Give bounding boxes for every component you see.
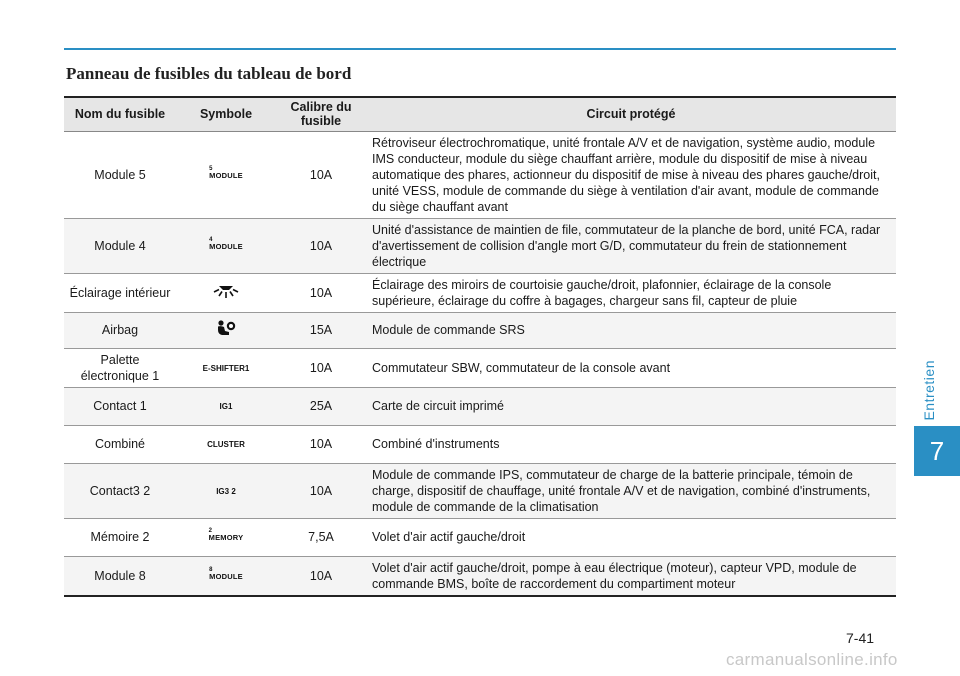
fuse-symbol (176, 425, 276, 463)
table-header-row (64, 97, 896, 131)
fuse-circuit: Module de commande SRS (366, 312, 896, 348)
fuse-name: Palette électronique 1 (64, 348, 176, 387)
fuse-name: Contact3 2 (64, 463, 176, 518)
fuse-rating: 10A (276, 218, 366, 273)
fuse-rating: 10A (276, 273, 366, 312)
fuse-rating: 25A (276, 387, 366, 425)
fuse-symbol (176, 312, 276, 348)
fuse-rating: 7,5A (276, 518, 366, 556)
fuse-rating: 10A (276, 463, 366, 518)
fuse-name: Contact 1 (64, 387, 176, 425)
fuse-rating: 10A (276, 131, 366, 218)
fuse-name: Module 4 (64, 218, 176, 273)
fuse-circuit: Volet d'air actif gauche/droit, pompe à eau électrique (moteur), capteur VPD, module de commande BMS, boîte de raccordement du compartiment moteur (366, 556, 896, 596)
table-row (64, 131, 896, 218)
header-circuit: Circuit protégé (366, 97, 896, 131)
fuse-name: Mémoire 2 (64, 518, 176, 556)
fuse-circuit: Module de commande IPS, commutateur de charge de la batterie principale, témoin de charge, dispositif de chauffage, unité frontale A/V et de navigation, combiné d'instruments, module de commande de la climatisation (366, 463, 896, 518)
chapter-label: Entretien (921, 360, 937, 421)
fuse-table (64, 96, 896, 597)
table-row (64, 556, 896, 596)
fuse-name: Combiné (64, 425, 176, 463)
fuse-rating: 10A (276, 348, 366, 387)
fuse-circuit: Rétroviseur électrochromatique, unité frontale A/V et de navigation, système audio, module IMS conducteur, module du siège chauffant arrière, module du dispositif de mise à niveau automatique des phares, actionneur du dispositif de mise à niveau des phares gauche/droit, unité VESS, module de commande du siège à ventilation d'air avant, module de commande du siège chauffant avant (366, 131, 896, 218)
fuse-name: Module 8 (64, 556, 176, 596)
fuse-rating: 10A (276, 556, 366, 596)
symbol-memory: 2 MEMORY (208, 528, 244, 542)
interior-light-icon (211, 288, 241, 302)
page-title: Panneau de fusibles du tableau de bord (66, 64, 352, 83)
table-row (64, 387, 896, 425)
fuse-symbol (176, 556, 276, 596)
fuse-symbol (176, 387, 276, 425)
table-row (64, 425, 896, 463)
table-row (64, 312, 896, 348)
table-row (64, 273, 896, 312)
header-fuse-name: Nom du fusible (64, 97, 176, 131)
symbol-text: IG3 2 (216, 486, 236, 496)
fuse-symbol (176, 273, 276, 312)
fuse-name: Airbag (64, 312, 176, 348)
symbol-module: 4 MODULE (209, 236, 243, 251)
symbol-text: IG1 (219, 402, 233, 411)
table-row (64, 463, 896, 518)
fuse-symbol (176, 131, 276, 218)
header-rating: Calibre du fusible (276, 97, 366, 131)
top-rule (64, 48, 896, 50)
symbol-text: E-SHIFTER1 (202, 363, 250, 373)
airbag-icon (215, 326, 237, 340)
table-row (64, 348, 896, 387)
fuse-rating: 15A (276, 312, 366, 348)
fuse-symbol (176, 348, 276, 387)
fuse-name: Module 5 (64, 131, 176, 218)
symbol-module: 8 MODULE (209, 566, 243, 581)
header-symbol: Symbole (176, 97, 276, 131)
watermark: carmanualsonline.info (726, 650, 898, 669)
fuse-symbol (176, 218, 276, 273)
fuse-circuit: Volet d'air actif gauche/droit (366, 518, 896, 556)
fuse-circuit: Combiné d'instruments (366, 425, 896, 463)
symbol-module: 5 MODULE (209, 165, 243, 180)
page-number: 7-41 (846, 630, 875, 646)
fuse-symbol (176, 463, 276, 518)
fuse-circuit: Carte de circuit imprimé (366, 387, 896, 425)
fuse-circuit: Commutateur SBW, commutateur de la console avant (366, 348, 896, 387)
fuse-circuit: Éclairage des miroirs de courtoisie gauche/droit, plafonnier, éclairage de la console supérieure, éclairage du coffre à bagages, chargeur sans fil, capteur de pluie (366, 273, 896, 312)
chapter-tab: 7 (914, 426, 960, 476)
fuse-circuit: Unité d'assistance de maintien de file, commutateur de la planche de bord, unité FCA, radar d'avertissement de collision d'angle mort G/D, commutateur du frein de stationnement électrique (366, 218, 896, 273)
fuse-symbol (176, 518, 276, 556)
fuse-name: Éclairage intérieur (64, 273, 176, 312)
table-row (64, 518, 896, 556)
fuse-rating: 10A (276, 425, 366, 463)
symbol-text: CLUSTER (207, 440, 245, 449)
table-row (64, 218, 896, 273)
